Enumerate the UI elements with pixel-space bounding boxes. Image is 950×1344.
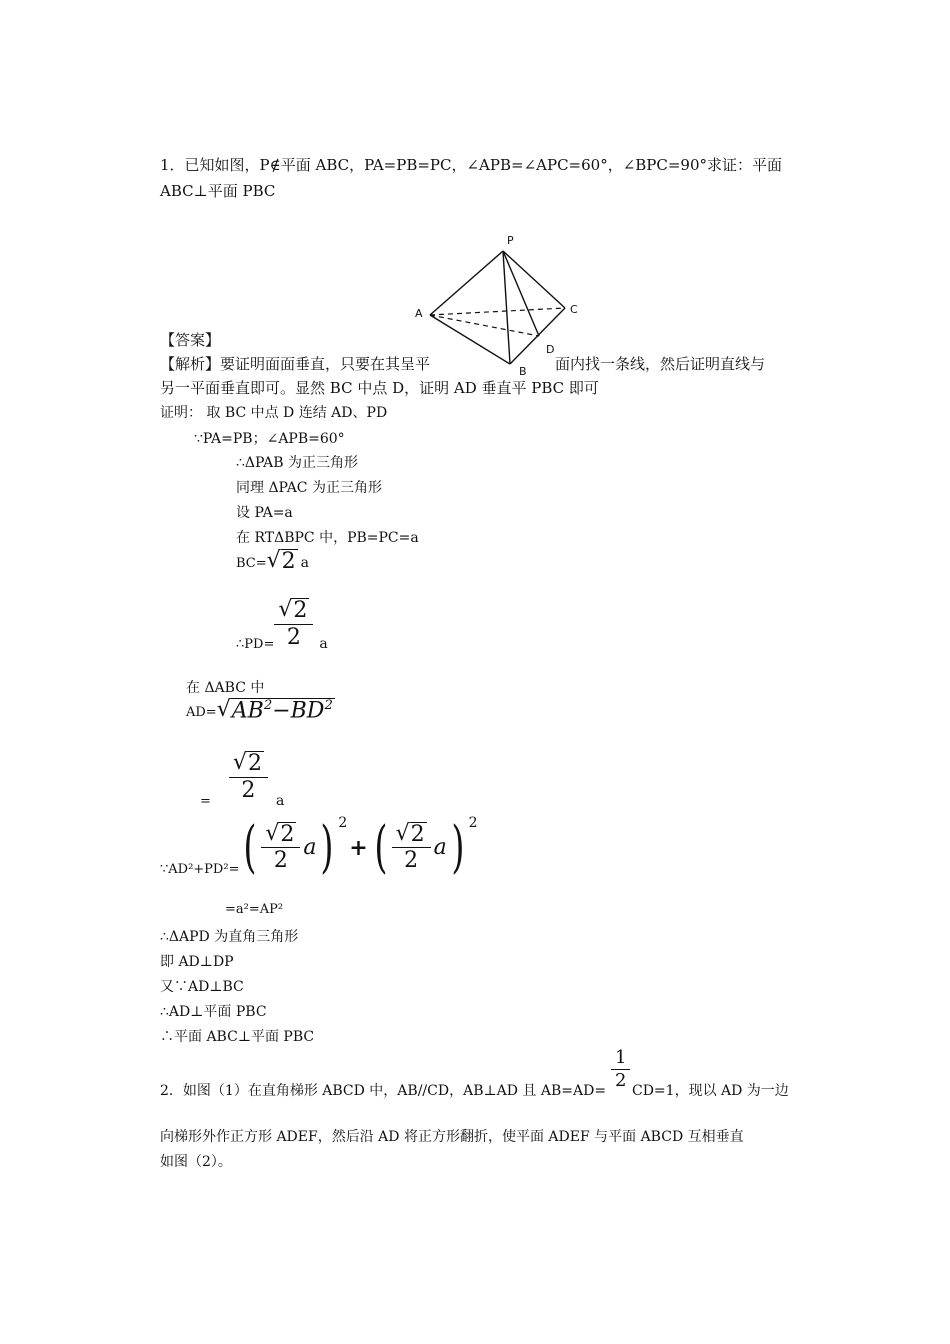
proof-intro: 证明： 取 BC 中点 D 连结 AD、PD (160, 405, 388, 421)
proof-step-5: 在 RTΔBPC 中，PB=PC=a (236, 530, 419, 546)
edge-ac-dashed (430, 308, 565, 315)
pd-formula (236, 596, 328, 652)
conclusion-1: ∴ΔAPD 为直角三角形 (160, 929, 299, 945)
analysis-prefix: 【解析】要证明面面垂直，只要在其呈平 (160, 355, 431, 373)
sqrt-ab2-minus-bd2: √ $AB^2-BD^2$ (216, 697, 333, 723)
proof-step-6: 在 ΔABC 中 (186, 680, 265, 696)
sum-of-squares-formula: ∵AD²+PD²= ( √ 2 2 a ) 2 + ( √ 2 2 a ) 2 (160, 814, 478, 880)
ad-result: = √ 2 2 a (200, 750, 285, 809)
var-a: a (319, 636, 328, 652)
proof-step-2: ∴ΔPAB 为正三角形 (236, 455, 359, 471)
conclusion-2: 即 AD⊥DP (160, 954, 234, 970)
label-d: D (546, 343, 555, 356)
question-1-line-1: 1．已知如图，P∉平面 ABC，PA=PB=PC，∠APB=∠APC=60°，∠BPC=90°求证：平面 (160, 156, 783, 174)
question-1-line-2: ABC⊥平面 PBC (160, 182, 276, 200)
proof-step-1: ∵PA=PB；∠APB=60° (194, 431, 345, 447)
question-2-line-2: 向梯形外作正方形 ADEF，然后沿 AD 将正方形翻折，使平面 ADEF 与平面 ABCD 互相垂直 (160, 1129, 744, 1145)
analysis-line-2: 另一平面垂直即可。显然 BC 中点 D，证明 AD 垂直平 PBC 即可 (160, 379, 599, 397)
conclusion-4: ∴AD⊥平面 PBC (160, 1004, 267, 1020)
ad-formula (186, 697, 335, 722)
fraction-sqrt2-over-2: √ 2 2 (274, 598, 313, 649)
label-b: B (519, 365, 527, 378)
question-2-suffix: CD=1，现以 AD 为一边 (632, 1083, 789, 1099)
var-a: a (300, 555, 310, 571)
pd-prefix: ∴PD= (236, 636, 275, 652)
sqrt-2: √ 2 (266, 548, 296, 574)
sum-prefix: ∵AD²+PD²= (160, 862, 240, 877)
sum-result: =a²=AP² (225, 902, 284, 917)
proof-step-4: 设 PA=a (236, 505, 293, 521)
bc-prefix: BC= (236, 556, 267, 571)
label-c: C (570, 303, 578, 316)
proof-step-3: 同理 ΔPAC 为正三角形 (236, 480, 382, 496)
fraction-one-half: $\frac{1}{2}$ (611, 1048, 630, 1091)
label-a: A (415, 307, 423, 320)
edge-pc (503, 251, 565, 308)
conclusion-3: 又∵AD⊥BC (160, 979, 244, 995)
answer-label: 【答案】 (160, 331, 221, 349)
label-p: P (507, 234, 514, 247)
question-2-line-3: 如图（2）。 (160, 1154, 232, 1170)
edge-pa (430, 251, 503, 315)
var-a: a (275, 793, 285, 809)
edge-pb (503, 251, 510, 364)
analysis-suffix: 面内找一条线，然后证明直线与 (555, 355, 766, 373)
bc-formula (236, 548, 309, 573)
conclusion-5: ∴平面 ABC⊥平面 PBC (160, 1029, 315, 1045)
ad-prefix: AD= (186, 705, 217, 720)
fraction-sqrt2-over-2: √ 2 2 (229, 751, 268, 802)
edge-pd (503, 251, 539, 336)
question-2-prefix: 2．如图（1）在直角梯形 ABCD 中，AB//CD，AB⊥AD 且 AB=AD= (160, 1083, 607, 1099)
